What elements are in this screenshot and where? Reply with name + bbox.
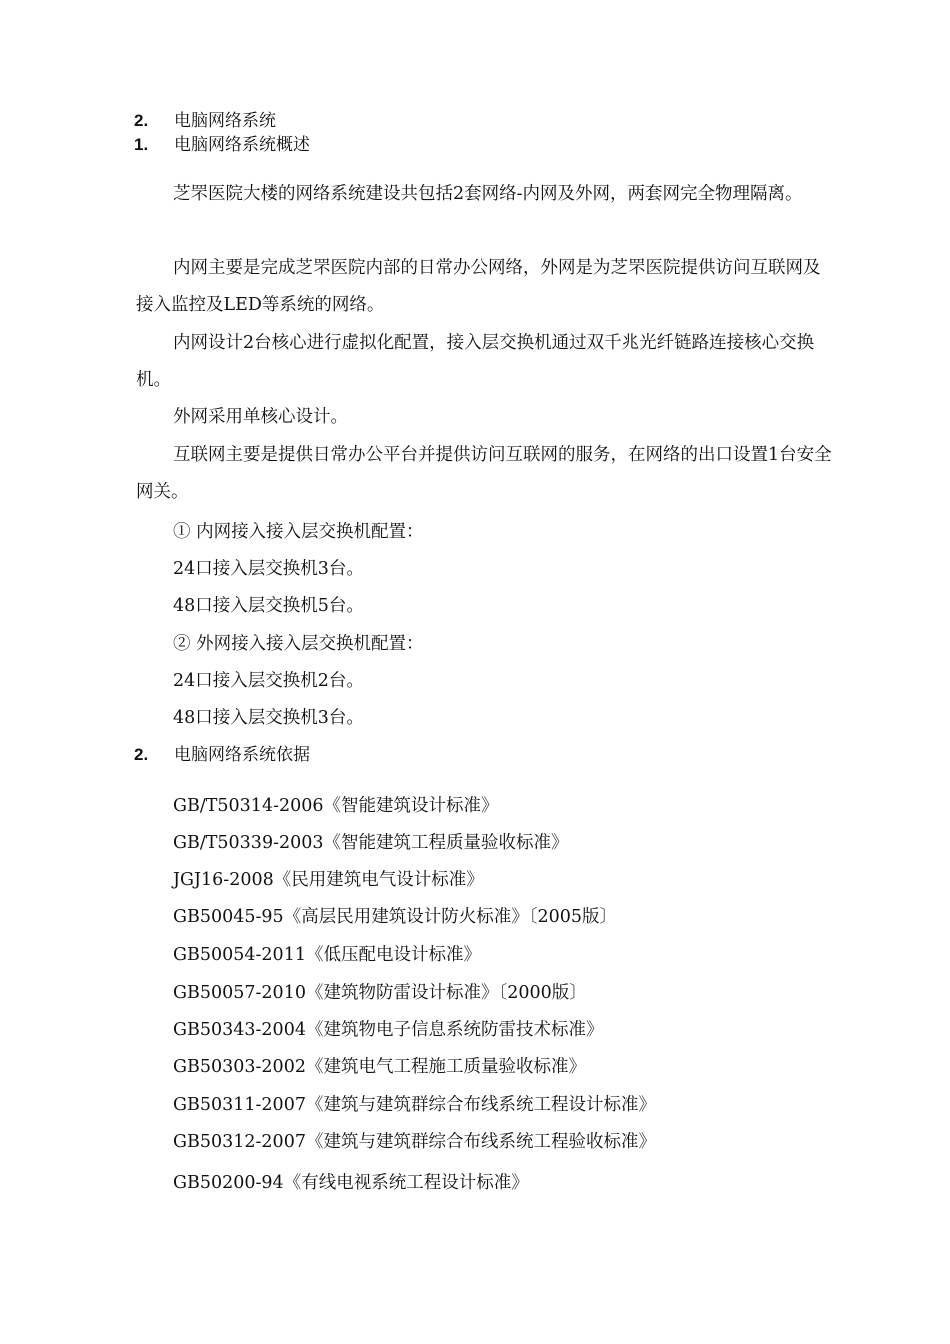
- heading-number: 1.: [134, 135, 149, 154]
- config-item: 24口接入层交换机2台。: [173, 671, 364, 691]
- standard-item: JGJ16-2008《民用建筑电气设计标准》: [173, 870, 484, 890]
- overview-paragraph: 内网设计2台核心进行虚拟化配置，接入层交换机通过双千兆光纤链路连接核心交换机。: [136, 333, 815, 390]
- standard-item: GB/T50339-2003《智能建筑工程质量验收标准》: [173, 833, 569, 853]
- config-item: 48口接入层交换机5台。: [173, 596, 364, 616]
- standard-item: GB50200-94《有线电视系统工程设计标准》: [173, 1173, 529, 1193]
- standard-item: GB50343-2004《建筑物电子信息系统防雷技术标准》: [173, 1020, 604, 1040]
- heading-number: 2.: [134, 745, 149, 764]
- overview-paragraph: 互联网主要是提供日常办公平台并提供访问互联网的服务，在网络的出口设置1台安全网关。: [136, 445, 832, 502]
- heading-number: 2.: [134, 111, 149, 130]
- subsection-heading: [134, 744, 310, 766]
- config-item: 48口接入层交换机3台。: [173, 708, 364, 728]
- subsection-heading: [134, 134, 310, 156]
- overview-paragraph: 内网主要是完成芝罘医院内部的日常办公网络，外网是为芝罘医院提供访问互联网及接入监控及LED等系统的网络。: [136, 258, 821, 315]
- heading-text: 电脑网络系统依据: [174, 745, 310, 765]
- standard-item: GB50045-95《高层民用建筑设计防火标准》〔2005版〕: [173, 907, 617, 927]
- outer-network-config-title: ② 外网接入接入层交换机配置：: [173, 634, 424, 654]
- config-item: 24口接入层交换机3台。: [173, 559, 364, 579]
- standard-item: GB50054-2011《低压配电设计标准》: [173, 945, 481, 965]
- section-heading: [134, 110, 276, 132]
- heading-text: 电脑网络系统概述: [174, 135, 310, 155]
- standard-item: GB/T50314-2006《智能建筑设计标准》: [173, 796, 499, 816]
- inner-network-config-title: ① 内网接入接入层交换机配置：: [173, 522, 424, 542]
- standard-item: GB50312-2007《建筑与建筑群综合布线系统工程验收标准》: [173, 1132, 656, 1152]
- overview-paragraph: 芝罘医院大楼的网络系统建设共包括2套网络-内网及外网，两套网完全物理隔离。: [173, 184, 803, 204]
- standard-item: GB50057-2010《建筑物防雷设计标准》〔2000版〕: [173, 983, 587, 1003]
- standard-item: GB50311-2007《建筑与建筑群综合布线系统工程设计标准》: [173, 1095, 656, 1115]
- standard-item: GB50303-2002《建筑电气工程施工质量验收标准》: [173, 1057, 586, 1077]
- overview-paragraph: 外网采用单核心设计。: [173, 407, 348, 427]
- heading-text: 电脑网络系统: [174, 111, 276, 131]
